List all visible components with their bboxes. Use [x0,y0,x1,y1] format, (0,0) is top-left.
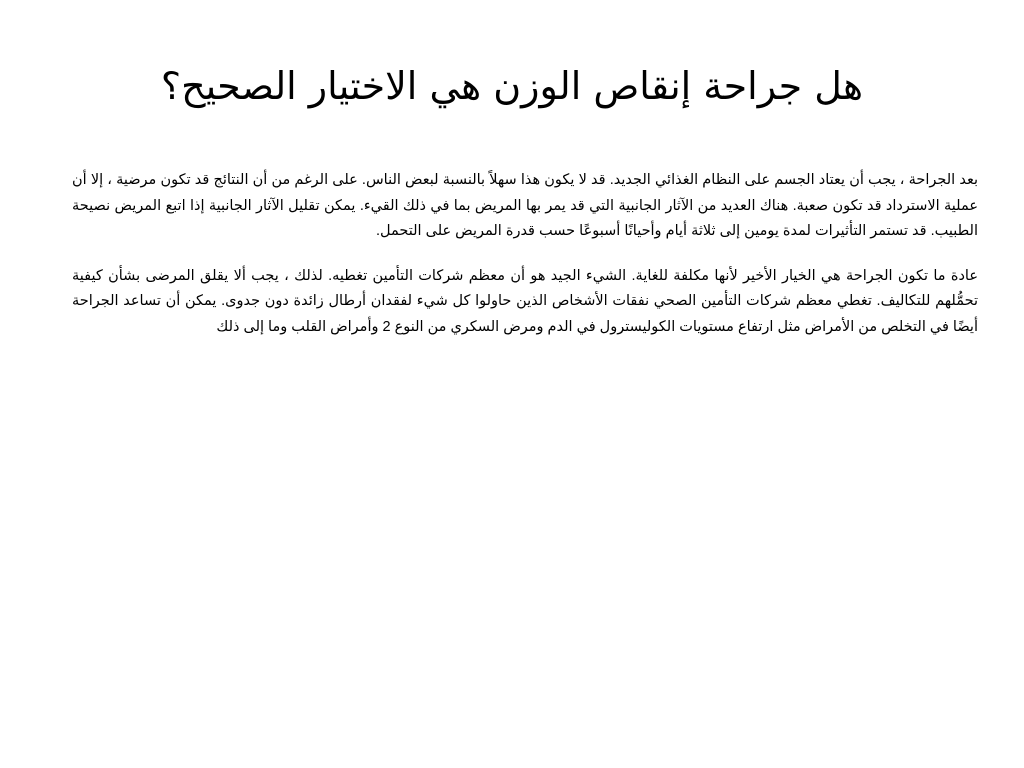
slide-title: هل جراحة إنقاص الوزن هي الاختيار الصحيح؟ [160,64,864,108]
paragraph-side-effects: بعد الجراحة ، يجب أن يعتاد الجسم على النظام الغذائي الجديد. قد لا يكون هذا سهلاً بالنسبة لبعض الناس. على الرغم من أن النتائج قد تكون مرضية ، إلا أن عملية الاسترداد قد تكون صعبة. هناك العديد من الآثار الجانبية التي قد يمر بها المريض بما في ذلك القيء. يمكن تقليل الآثار الجانبية إذا اتبع المريض نصيحة الطبيب. قد تستمر التأثيرات لمدة يومين إلى ثلاثة أيام وأحيانًا أسبوعًا حسب قدرة المريض على التحمل. [72,172,978,239]
slide-body [72,168,978,359]
paragraph-cost-insurance: عادة ما تكون الجراحة هي الخيار الأخير لأنها مكلفة للغاية. الشيء الجيد هو أن معظم شركات التأمين تغطيه. لذلك ، يجب ألا يقلق المرضى بشأن كيفية تحمُّلهم للتكاليف. تغطي معظم شركات التأمين الصحي نفقات الأشخاص الذين حاولوا كل شيء لفقدان أرطال زائدة دون جدوى. يمكن أن تساعد الجراحة أيضًا في التخلص من الأمراض مثل ارتفاع مستويات الكوليسترول في الدم ومرض السكري من النوع 2 وأمراض القلب وما إلى ذلك [72,267,978,335]
